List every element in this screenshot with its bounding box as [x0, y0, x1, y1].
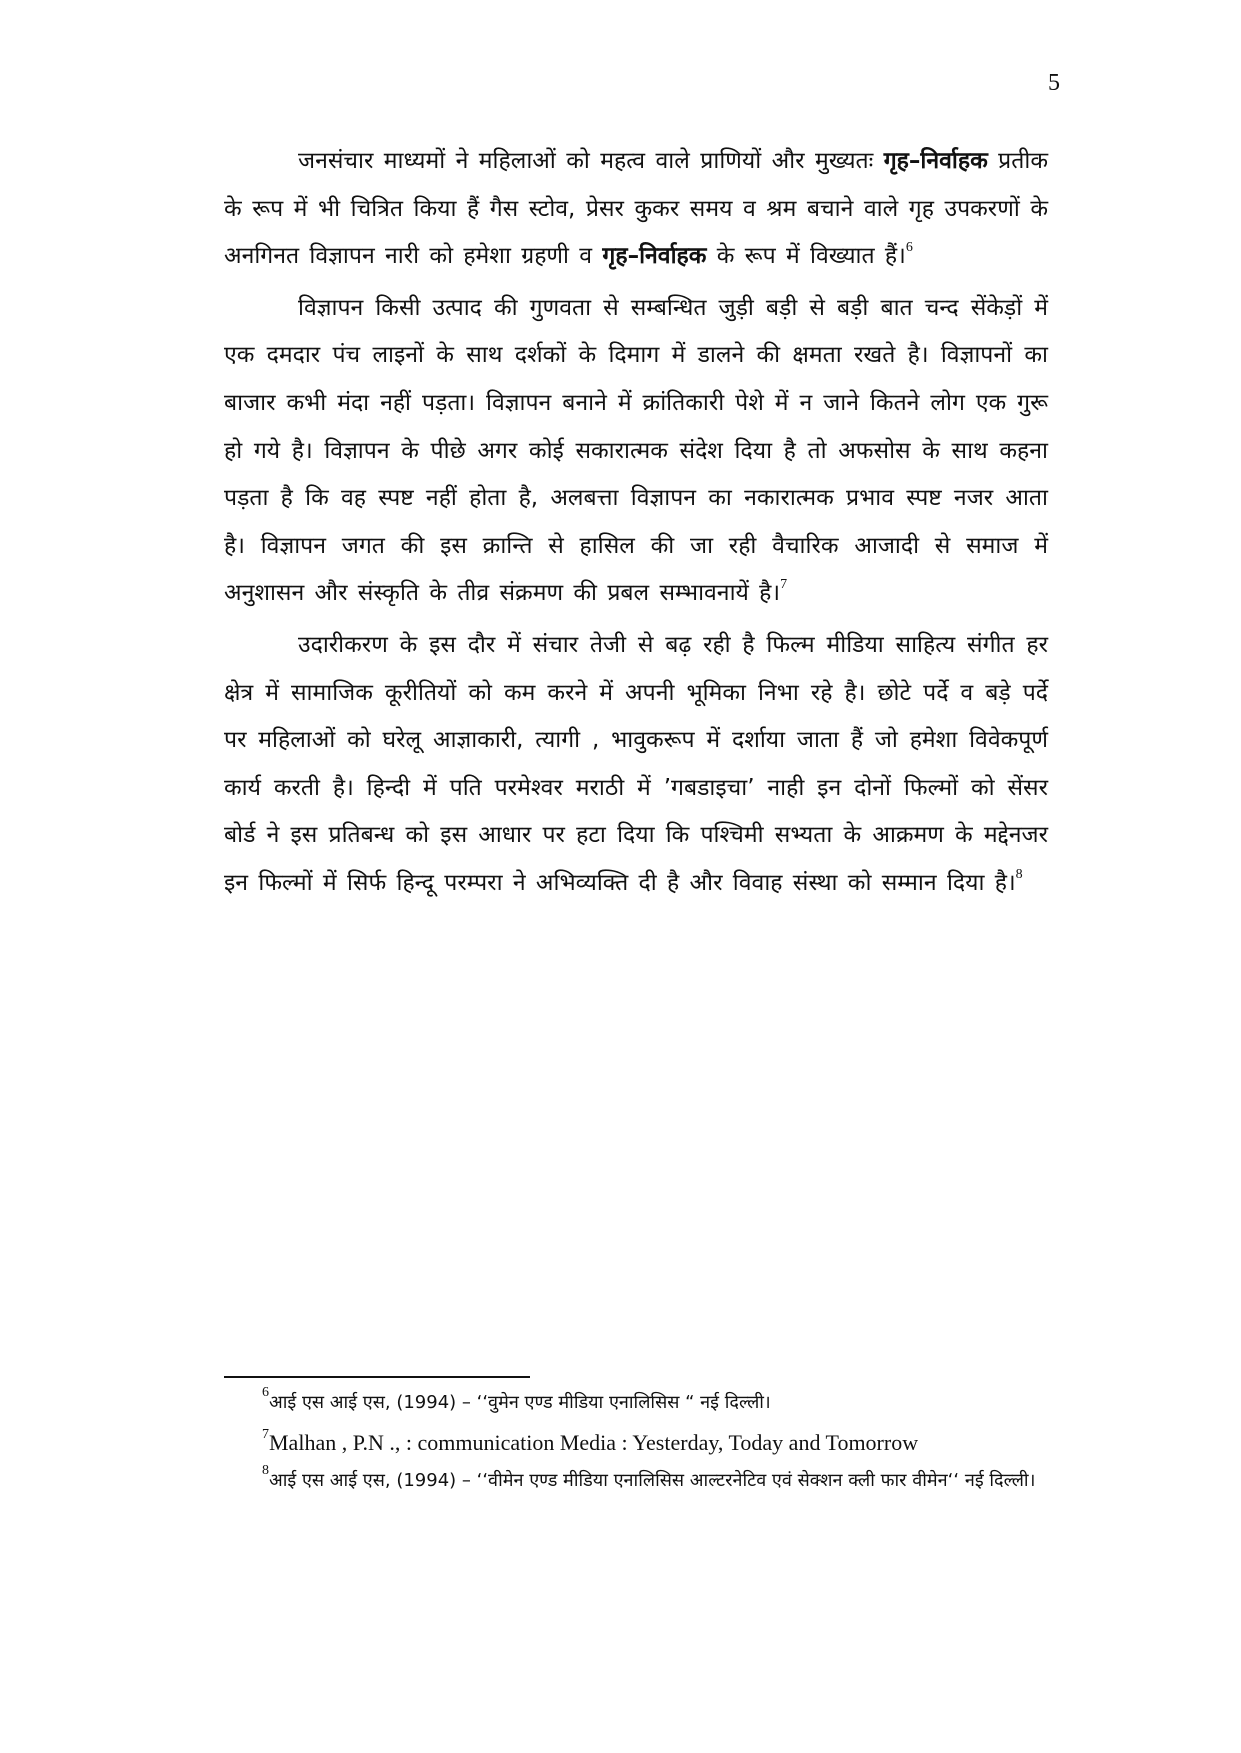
footnote-number: 7 — [262, 1427, 269, 1442]
paragraph-1 — [224, 138, 1048, 281]
footnote-8 — [262, 1463, 1052, 1494]
paragraph-3-text: उदारीकरण के इस दौर में संचार तेजी से बढ़ रही है फिल्म मीडिया साहित्य संगीत हर क्षेत्र में सामाजिक कूरीतियों को कम करने में अपनी भूमिका निभा रहे है। छोटे पर्दे व बड़े पर्दे पर महिलाओं को घरेलू आज्ञाकारी, त्यागी , भावुकरूप में दर्शाया जाता हैं जो हमेशा विवेकपूर्ण कार्य करती है। हिन्दी में पति परमेश्वर मराठी में ’गबडाइचा’ नाही इन दोनों फिल्मों को सेंसर बोर्ड ने इस प्रतिबन्ध को इस आधार पर हटा दिया कि पश्चिमी सभ्यता के आक्रमण के मद्देनजर इन फिल्मों में सिर्फ हिन्दू परम्परा ने अभिव्यक्ति दी है और विवाह संस्था को सम्मान दिया है। — [224, 631, 1048, 896]
paragraph-1-text-c: के रूप में विख्यात हैं। — [706, 243, 906, 270]
paragraph-3 — [224, 622, 1048, 908]
footnote-ref-6[interactable]: 6 — [905, 240, 913, 256]
footnote-8-text: आई एस आई एस, (1994) – ‘‘वीमेन एण्ड मीडिया एनालिसिस आल्टरनेटिव एवं सेक्शन क्ली फार वीमेन‘‘ नई दिल्ली। — [269, 1470, 1036, 1491]
footnote-number: 6 — [262, 1385, 269, 1400]
footnote-7 — [262, 1428, 1052, 1458]
footnote-ref-8[interactable]: 8 — [1015, 866, 1023, 882]
footnote-6 — [262, 1385, 1052, 1418]
footnotes — [262, 1385, 1052, 1504]
paragraph-1-text-b: प्रतीक के रूप में भी चित्रित किया हैं गैस स्टोव, प्रेसर कुकर समय व श्रम बचाने वाले गृह उपकरणों के अनगिनत विज्ञापन नारी को हमेशा ग्रहणी व — [224, 148, 1048, 270]
paragraph-1-text-a: जनसंचार माध्यमों ने महिलाओं को महत्व वाले प्राणियों और मुख्यतः — [298, 148, 884, 174]
footnote-7-text: Malhan , P.N ., : communication Media : Yesterday, Today and Tomorrow — [269, 1430, 919, 1455]
paragraph-2 — [224, 285, 1048, 618]
body-text — [224, 138, 1048, 912]
footnote-ref-7[interactable]: 7 — [780, 577, 788, 593]
bold-term: गृह–निर्वाहक — [883, 148, 988, 174]
footnote-6-text: आई एस आई एस, (1994) – ‘‘वुमेन एण्ड मीडिया एनालिसिस “ नई दिल्ली। — [269, 1392, 771, 1413]
page-number: 5 — [1048, 70, 1060, 96]
paragraph-2-text: विज्ञापन किसी उत्पाद की गुणवता से सम्बन्धित जुड़ी बड़ी से बड़ी बात चन्द सेंकेड़ों में एक दमदार पंच लाइनों के साथ दर्शकों के दिमाग में डालने की क्षमता रखते है। विज्ञापनों का बाजार कभी मंदा नहीं पड़ता। विज्ञापन बनाने में क्रांतिकारी पेशे में न जाने कितने लोग एक गुरू हो गये है। विज्ञापन के पीछे अगर कोई सकारात्मक संदेश दिया है तो अफसोस के साथ कहना पड़ता है कि वह स्पष्ट नहीं होता है, अलबत्ता विज्ञापन का नकारात्मक प्रभाव स्पष्ट नजर आता है। विज्ञापन जगत की इस क्रान्ति से हासिल की जा रही वैचारिक आजादी से समाज में अनुशासन और संस्कृति के तीव्र संक्रमण की प्रबल सम्भावनायें है। — [224, 294, 1048, 607]
footnote-divider — [224, 1376, 530, 1378]
footnote-number: 8 — [262, 1463, 269, 1478]
bold-term: गृह–निर्वाहक — [602, 243, 707, 270]
